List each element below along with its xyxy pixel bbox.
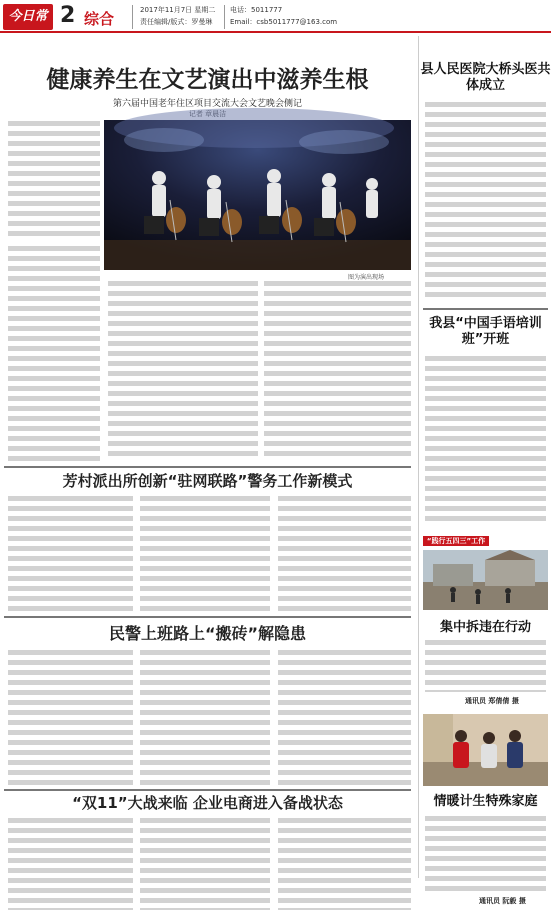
article-divider <box>4 466 411 468</box>
hospital-headline: 县人民医院大桥头医共体成立 <box>420 62 551 93</box>
article-divider <box>423 308 548 310</box>
lead-text-block <box>8 246 100 461</box>
family-visit-photo <box>423 714 548 786</box>
issue-editor: 责任编辑/版式：罗曼琳 <box>140 18 213 26</box>
contact-phone: 电话：5011777 <box>230 6 283 14</box>
lead-text-block <box>264 281 411 461</box>
lead-text-block <box>8 121 100 241</box>
demolition-image <box>423 550 548 610</box>
planning-caption-text <box>425 816 546 892</box>
contact-email: Email：csb5011777@163.com <box>230 18 338 26</box>
planning-photo-credit: 通讯员 阮毅 摄 <box>479 897 526 905</box>
issue-meta <box>140 4 215 28</box>
family-visit-image <box>423 714 548 786</box>
commute-text-block <box>278 650 411 785</box>
commute-text-block <box>8 650 133 785</box>
masthead-divider <box>132 5 133 29</box>
police-text-block <box>278 496 411 611</box>
main-news-area <box>0 36 415 878</box>
police-text-block <box>140 496 270 611</box>
page-number: 2 <box>60 3 76 28</box>
lead-text-block <box>108 281 258 461</box>
dialect-headline: 我县“中国手语培训班”开班 <box>429 316 542 347</box>
newspaper-logo: 今日常山 <box>3 4 53 30</box>
double11-text-block <box>140 818 270 910</box>
double11-text-block <box>8 818 133 910</box>
contact-info <box>230 4 337 28</box>
demolition-headline: 集中拆违在行动 <box>439 620 531 635</box>
police-headline: 芳村派出所创新“驻网联路”警务工作新模式 <box>62 472 353 490</box>
lead-headline: 健康养生在文艺演出中滋养生根 <box>46 67 369 93</box>
concert-image <box>104 120 411 270</box>
column-tag: “践行五四三”工作 <box>423 536 489 546</box>
demolition-photo <box>423 550 548 610</box>
article-divider <box>4 789 411 791</box>
article-divider <box>4 616 411 618</box>
lead-byline: 记者 章晨洁 <box>188 110 227 118</box>
dialect-text-block <box>425 356 546 521</box>
hospital-text-block <box>425 102 546 302</box>
police-text-block <box>8 496 133 611</box>
sidebar-news <box>418 36 551 905</box>
commute-text-block <box>140 650 270 785</box>
commute-headline: 民警上班路上“搬砖”解隐患 <box>108 624 307 643</box>
stage-performance-photo <box>104 120 411 270</box>
section-name: 综合 <box>84 10 115 28</box>
double11-headline: “双11”大战来临 企业电商进入备战状态 <box>72 794 343 812</box>
lead-photo-caption: 图为演出现场 <box>348 274 385 281</box>
planning-headline: 情暖计生特殊家庭 <box>433 794 538 809</box>
masthead-divider <box>224 5 225 29</box>
double11-text-block <box>278 818 411 910</box>
issue-date: 2017年11月7日 星期二 <box>140 6 216 14</box>
demolition-photo-credit: 通讯员 郑倩倩 摄 <box>465 697 519 705</box>
masthead <box>0 0 551 50</box>
lead-subhead: 第六届中国老年住区项目交流大会文艺晚会侧记 <box>112 99 302 109</box>
demolition-caption-text <box>425 640 546 692</box>
